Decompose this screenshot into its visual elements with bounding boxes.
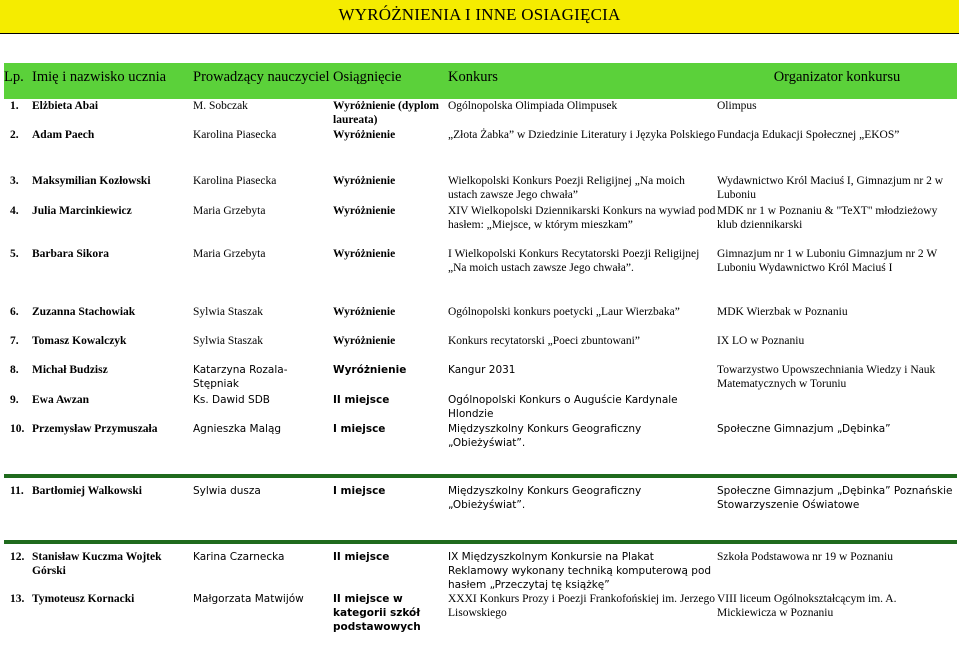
- cell-lp: 5.: [10, 248, 19, 260]
- cell-name: Adam Paech: [32, 129, 95, 141]
- cell-teacher: Sylwia dusza: [193, 485, 261, 497]
- table-row: [4, 478, 957, 540]
- col-header-lp: Lp.: [4, 63, 32, 99]
- cell-teacher: Ks. Dawid SDB: [193, 394, 271, 406]
- cell-organizer: Fundacja Edukacji Społecznej „EKOS”: [717, 129, 900, 141]
- cell-organizer: [717, 393, 957, 422]
- table-row: [4, 544, 957, 592]
- cell-teacher: Katarzyna Rozala-Stępniak: [193, 364, 288, 390]
- col-header-achievement: Osiągnięcie: [333, 63, 448, 99]
- cell-achievement: Wyróżnienie: [333, 248, 396, 260]
- table-row: [4, 393, 957, 422]
- header-row: [4, 63, 957, 99]
- cell-achievement: II miejsce: [333, 551, 390, 563]
- cell-organizer: VIII liceum Ogólnokształcącym im. A. Mickiewicza w Poznaniu: [717, 593, 897, 619]
- cell-achievement: I miejsce: [333, 423, 386, 435]
- cell-name: Ewa Awzan: [32, 394, 89, 406]
- cell-name: Stanisław Kuczma Wojtek Górski: [32, 551, 162, 577]
- cell-achievement: Wyróżnienie: [333, 205, 396, 217]
- cell-name: Elżbieta Abai: [32, 100, 99, 112]
- cell-lp: 7.: [10, 335, 19, 347]
- cell-lp: 4.: [10, 205, 19, 217]
- cell-achievement: Wyróżnienie: [333, 175, 396, 187]
- cell-name: Zuzanna Stachowiak: [32, 306, 136, 318]
- cell-teacher: Sylwia Staszak: [193, 335, 263, 347]
- cell-achievement: Wyróżnienie: [333, 335, 396, 347]
- cell-teacher: Karolina Piasecka: [193, 175, 277, 187]
- cell-organizer: Społeczne Gimnazjum „Dębinka” Poznańskie Stowarzyszenie Oświatowe: [717, 485, 953, 511]
- cell-contest: XIV Wielkopolski Dziennikarski Konkurs na wywiad pod hasłem: „Miejsce, w którym mieszkam”: [448, 205, 716, 231]
- cell-lp: 13.: [10, 593, 25, 605]
- col-header-name: Imię i nazwisko ucznia: [32, 63, 193, 99]
- cell-name: Tymoteusz Kornacki: [32, 593, 135, 605]
- table-row: [4, 334, 957, 363]
- cell-organizer: MDK nr 1 w Poznaniu & "TeXT" młodzieżowy klub dziennikarski: [717, 205, 938, 231]
- cell-teacher: Sylwia Staszak: [193, 306, 263, 318]
- cell-organizer: Olimpus: [717, 100, 757, 112]
- table-row: [4, 305, 957, 334]
- cell-organizer: IX LO w Poznaniu: [717, 335, 805, 347]
- cell-name: Michał Budzisz: [32, 364, 108, 376]
- cell-contest: Ogólnopolski konkurs poetycki „Laur Wierzbaka”: [448, 306, 680, 318]
- cell-contest: Ogólnopolski Konkurs o Auguście Kardynale Hlondzie: [448, 394, 678, 420]
- cell-lp: 8.: [10, 364, 19, 376]
- col-header-organizer: Organizator konkursu: [717, 63, 957, 99]
- cell-organizer: Wydawnictwo Król Maciuś I, Gimnazjum nr 2 w Luboniu: [717, 175, 944, 201]
- table-row: [4, 99, 957, 128]
- table-row: [4, 174, 957, 204]
- cell-organizer: MDK Wierzbak w Poznaniu: [717, 306, 848, 318]
- cell-contest: Ogólnopolska Olimpiada Olimpusek: [448, 100, 618, 112]
- cell-lp: 10.: [10, 423, 25, 435]
- cell-contest: Wielkopolski Konkurs Poezji Religijnej „Na moich ustach zawsze Jego chwała”: [448, 175, 685, 201]
- cell-organizer: Towarzystwo Upowszechniania Wiedzy i Nauk Matematycznych w Toruniu: [717, 364, 936, 390]
- cell-lp: 1.: [10, 100, 19, 112]
- cell-organizer: Szkoła Podstawowa nr 19 w Poznaniu: [717, 551, 893, 563]
- cell-teacher: Karolina Piasecka: [193, 129, 277, 141]
- cell-achievement: Wyróżnienie (dyplom laureata): [333, 100, 439, 126]
- title-banner: [0, 0, 959, 34]
- cell-teacher: Karina Czarnecka: [193, 551, 285, 563]
- cell-name: Barbara Sikora: [32, 248, 109, 260]
- table-row: [4, 363, 957, 393]
- table-row: [4, 128, 957, 174]
- cell-contest: „Złota Żabka” w Dziedzinie Literatury i Języka Polskiego: [448, 129, 716, 141]
- table-row: [4, 204, 957, 247]
- cell-name: Maksymilian Kozłowski: [32, 175, 151, 187]
- cell-achievement: II miejsce: [333, 394, 390, 406]
- cell-lp: 12.: [10, 551, 25, 563]
- cell-achievement: Wyróżnienie: [333, 306, 396, 318]
- cell-lp: 3.: [10, 175, 19, 187]
- cell-name: Tomasz Kowalczyk: [32, 335, 127, 347]
- table-row: [4, 592, 957, 638]
- table-row: [4, 247, 957, 305]
- cell-teacher: Małgorzata Matwijów: [193, 593, 304, 605]
- cell-lp: 9.: [10, 394, 19, 406]
- cell-teacher: Agnieszka Maląg: [193, 423, 282, 435]
- cell-teacher: Maria Grzebyta: [193, 205, 266, 217]
- col-header-teacher: Prowadzący nauczyciel: [193, 63, 333, 99]
- cell-achievement: Wyróżnienie: [333, 129, 396, 141]
- cell-contest: IX Międzyszkolnym Konkursie na Plakat Reklamowy wykonany techniką komputerową pod hasłem „Przeczytaj tę książkę”: [448, 551, 712, 591]
- cell-lp: 11.: [10, 485, 24, 497]
- cell-contest: Międzyszkolny Konkurs Geograficzny „Obieżyświat”.: [448, 423, 642, 449]
- cell-organizer: Społeczne Gimnazjum „Dębinka”: [717, 423, 891, 435]
- cell-achievement: II miejsce w kategorii szkół podstawowych: [333, 593, 421, 633]
- cell-contest: I Wielkopolski Konkurs Recytatorski Poezji Religijnej „Na moich ustach zawsze Jego chwała”.: [448, 248, 700, 274]
- cell-contest: XXXI Konkurs Prozy i Poezji Frankofońskiej im. Jerzego Lisowskiego: [448, 593, 716, 619]
- cell-name: Julia Marcinkiewicz: [32, 205, 132, 217]
- cell-contest: Międzyszkolny Konkurs Geograficzny „Obieżyświat”.: [448, 485, 642, 511]
- cell-name: Przemysław Przymuszała: [32, 423, 158, 435]
- cell-contest: Konkurs recytatorski „Poeci zbuntowani”: [448, 335, 640, 347]
- page-title: WYRÓŻNIENIA I INNE OSIAGIĘCIA: [338, 5, 621, 24]
- cell-contest: Kangur 2031: [448, 364, 516, 376]
- cell-teacher: Maria Grzebyta: [193, 248, 266, 260]
- cell-achievement: I miejsce: [333, 485, 386, 497]
- col-header-contest: Konkurs: [448, 63, 717, 99]
- cell-organizer: Gimnazjum nr 1 w Luboniu Gimnazjum nr 2 W Luboniu Wydawnictwo Król Maciuś I: [717, 248, 937, 274]
- cell-lp: 6.: [10, 306, 19, 318]
- table-row: [4, 422, 957, 474]
- cell-teacher: M. Sobczak: [193, 100, 248, 112]
- cell-achievement: Wyróżnienie: [333, 364, 407, 376]
- cell-lp: 2.: [10, 129, 19, 141]
- awards-table: [4, 63, 957, 638]
- cell-name: Bartłomiej Walkowski: [32, 485, 143, 497]
